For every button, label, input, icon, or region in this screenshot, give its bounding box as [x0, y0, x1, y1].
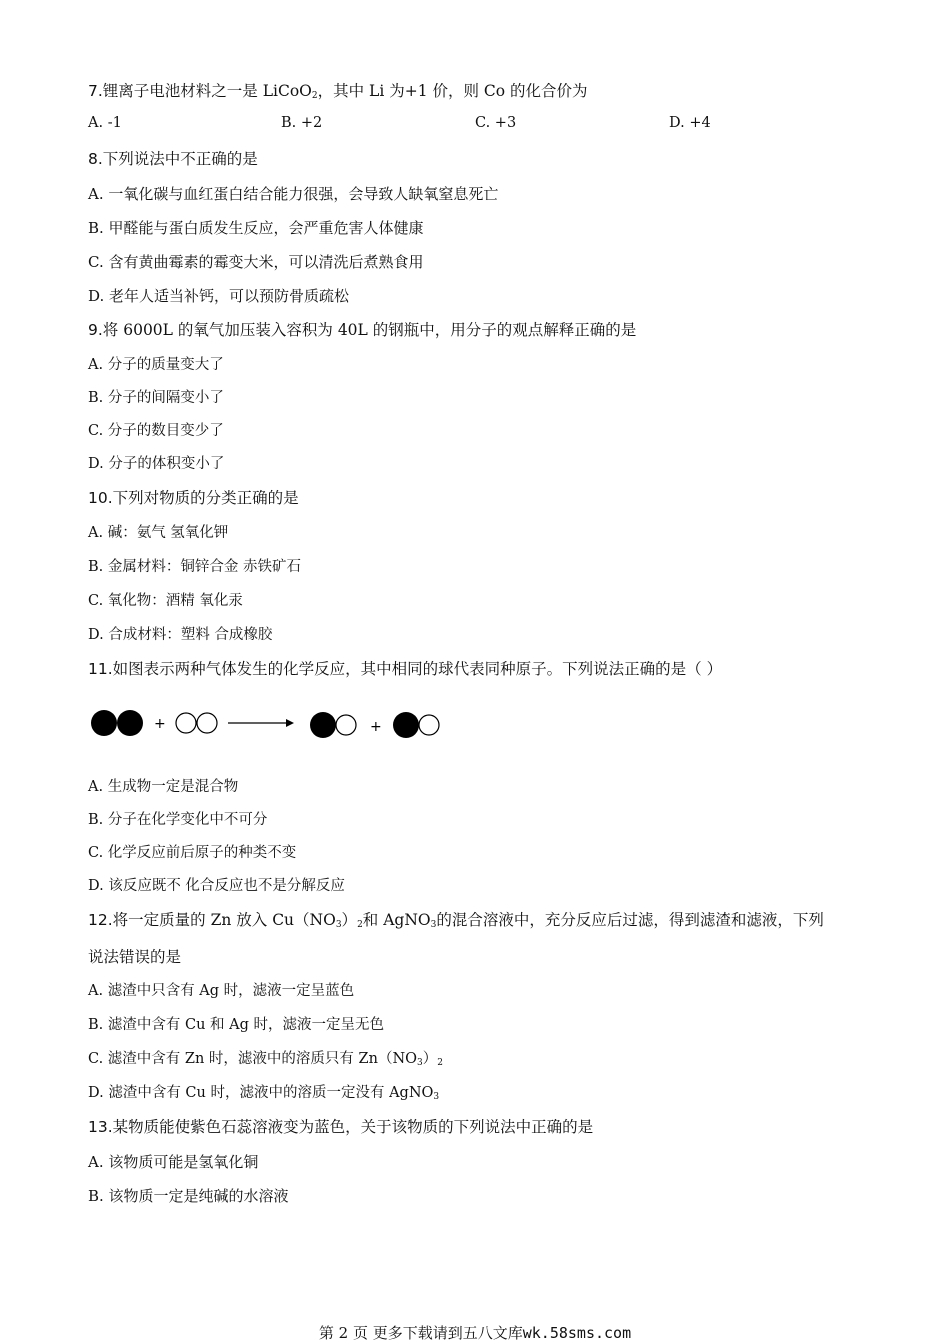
q8-option-c[interactable]: C. 含有黄曲霉素的霉变大米，可以清洗后煮熟食用: [88, 253, 424, 271]
q12-text-b: ）: [341, 911, 358, 929]
page-footer: [0, 1322, 950, 1343]
q7-number: 7.: [88, 82, 103, 100]
black-atom: [91, 710, 117, 736]
q12-option-c[interactable]: [88, 1049, 443, 1073]
q12-option-c-text: C. 滤渣中含有 Zn 时，滤液中的溶质只有 Zn（NO: [88, 1051, 418, 1067]
q12-text-d: 的混合溶液中，充分反应后过滤，得到滤渣和滤液，下列: [436, 911, 824, 929]
product-molecule-2: [393, 712, 439, 738]
white-atom: [176, 713, 196, 733]
q11-stem: [88, 659, 722, 679]
q8-text: 下列说法中不正确的是: [102, 150, 258, 168]
q13-option-a[interactable]: A. 该物质可能是氢氧化铜: [88, 1153, 259, 1171]
q12-option-a[interactable]: A. 滤渣中只含有 Ag 时，滤液一定呈蓝色: [88, 983, 355, 999]
q9-stem: [88, 320, 636, 340]
q8-option-a[interactable]: A. 一氧化碳与血红蛋白结合能力很强，会导致人缺氧窒息死亡: [88, 185, 499, 203]
q9-option-c[interactable]: C. 分子的数目变少了: [88, 423, 224, 439]
q9-number: 9.: [88, 321, 103, 339]
q12-stem-continued: 说法错误的是: [88, 948, 182, 966]
q11-number: 11.: [88, 660, 113, 678]
q12-option-c-sub2: 2: [437, 1058, 443, 1068]
q12-option-b[interactable]: B. 滤渣中含有 Cu 和 Ag 时，滤液一定呈无色: [88, 1017, 384, 1033]
plus-sign: +: [370, 719, 382, 735]
reactant-molecule-black: [91, 710, 143, 736]
q12-text-c: 和 AgNO: [362, 911, 431, 929]
q10-option-c[interactable]: C. 氧化物：酒精 氧化汞: [88, 593, 243, 609]
q11-option-d[interactable]: D. 该反应既不 化合反应也不是分解反应: [88, 878, 345, 894]
q12-number: 12.: [88, 911, 113, 929]
q7-option-b[interactable]: B. +2: [281, 115, 323, 131]
q7-text-a: 锂离子电池材料之一是 LiCoO: [102, 82, 312, 100]
q11-option-b[interactable]: B. 分子在化学变化中不可分: [88, 812, 268, 828]
q11-option-a[interactable]: A. 生成物一定是混合物: [88, 779, 239, 795]
q7-options: [88, 115, 888, 135]
q10-option-b[interactable]: B. 金属材料：铜锌合金 赤铁矿石: [88, 559, 301, 575]
q7-text-b: ，其中 Li 为+1 价，则 Co 的化合价为: [317, 82, 588, 100]
footer-text: 第 2 页 更多下载请到五八文库: [318, 1324, 523, 1342]
black-atom: [310, 712, 336, 738]
q10-stem: [88, 488, 299, 508]
q7-option-c[interactable]: C. +3: [475, 115, 517, 131]
q13-number: 13.: [88, 1118, 113, 1136]
q10-option-a[interactable]: A. 碱：氨气 氢氧化钾: [88, 525, 229, 541]
q10-text: 下列对物质的分类正确的是: [112, 489, 299, 507]
q9-text: 将 6000L 的氧气加压装入容积为 40L 的钢瓶中，用分子的观点解释正确的是: [102, 321, 637, 339]
plus-sign: +: [154, 716, 166, 732]
q8-stem: [88, 149, 258, 169]
q7-option-a[interactable]: A. -1: [88, 115, 122, 131]
q8-number: 8.: [88, 150, 103, 168]
q7-option-d[interactable]: D. +4: [669, 115, 711, 131]
reaction-arrow-icon: [228, 719, 294, 727]
white-atom: [336, 715, 356, 735]
product-molecule-1: [310, 712, 356, 738]
q12-sub-c: 3: [430, 920, 437, 930]
q13-stem: [88, 1117, 593, 1137]
black-atom: [393, 712, 419, 738]
q12-option-d[interactable]: [88, 1083, 439, 1107]
white-atom: [419, 715, 439, 735]
reactant-molecule-white: [176, 713, 217, 733]
q10-option-d[interactable]: D. 合成材料：塑料 合成橡胶: [88, 627, 273, 643]
q9-option-b[interactable]: B. 分子的间隔变小了: [88, 390, 224, 406]
q10-number: 10.: [88, 489, 113, 507]
black-atom: [117, 710, 143, 736]
white-atom: [197, 713, 217, 733]
q12-option-c-sub1: 3: [417, 1058, 423, 1068]
q8-option-b[interactable]: B. 甲醛能与蛋白质发生反应，会严重危害人体健康: [88, 219, 424, 237]
q11-option-c[interactable]: C. 化学反应前后原子的种类不变: [88, 845, 297, 861]
q13-text: 某物质能使紫色石蕊溶液变为蓝色，关于该物质的下列说法中正确的是: [112, 1118, 594, 1136]
footer-site-link[interactable]: wk.58sms.com: [522, 1324, 632, 1342]
q13-option-b[interactable]: B. 该物质一定是纯碱的水溶液: [88, 1187, 289, 1205]
q8-option-d[interactable]: D. 老年人适当补钙，可以预防骨质疏松: [88, 287, 350, 305]
q12-sub-a: 3: [335, 920, 342, 930]
q9-option-d[interactable]: D. 分子的体积变小了: [88, 456, 225, 472]
q9-option-a[interactable]: A. 分子的质量变大了: [88, 357, 224, 373]
reaction-diagram: [80, 700, 460, 750]
q12-option-d-text: D. 滤渣中含有 Cu 时，滤液中的溶质一定没有 AgNO: [88, 1085, 434, 1101]
q11-text: 如图表示两种气体发生的化学反应，其中相同的球代表同种原子。下列说法正确的是（ ）: [112, 660, 723, 678]
q12-text-a: 将一定质量的 Zn 放入 Cu（NO: [112, 911, 336, 929]
q12-stem: [88, 910, 824, 935]
q7-stem: [88, 81, 588, 106]
q12-option-d-sub: 3: [433, 1092, 440, 1102]
q7-subscript: 2: [311, 91, 318, 101]
q12-option-c-mid: ）: [422, 1051, 438, 1067]
q12-sub-b: 2: [357, 920, 363, 930]
